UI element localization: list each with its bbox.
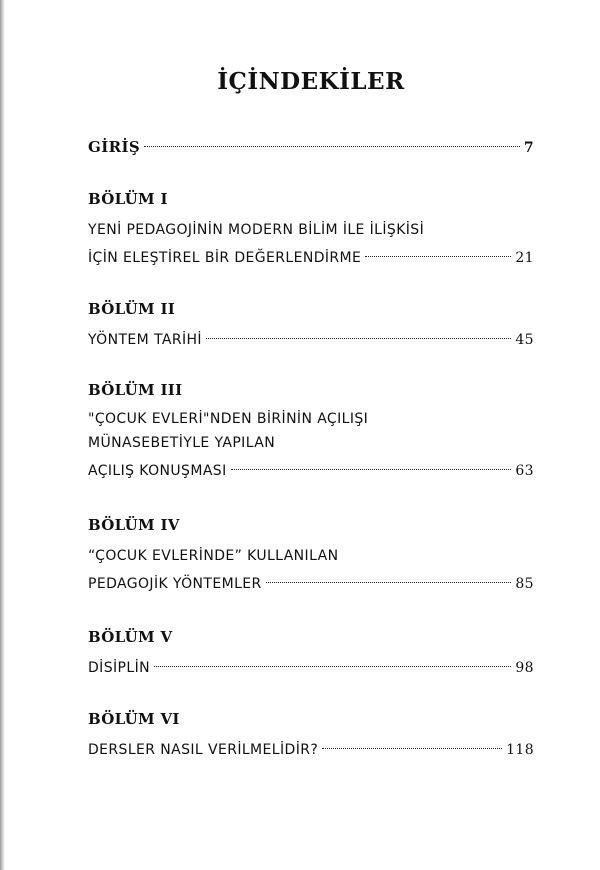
dot-leader (365, 256, 511, 257)
entry-title-line: İÇİN ELEŞTİREL BİR DEĞERLENDİRME (88, 250, 362, 266)
dot-leader (322, 748, 502, 749)
toc-entry-chapter-5[interactable] (88, 626, 534, 682)
dot-leader (144, 146, 520, 147)
chapter-heading: BÖLÜM VI (88, 710, 180, 728)
toc-entry-chapter-3[interactable] (88, 379, 534, 485)
entry-title-line: DİSİPLİN (88, 660, 150, 676)
page-number: 63 (515, 463, 534, 479)
page-number: 21 (515, 250, 534, 266)
page-number: 7 (523, 140, 534, 156)
page-title: İÇİNDEKİLER (217, 68, 405, 95)
entry-label: GİRİŞ (88, 138, 141, 156)
chapter-heading: BÖLÜM III (88, 381, 183, 399)
dot-leader (266, 582, 512, 583)
dot-leader (206, 338, 511, 339)
page-edge (0, 0, 5, 870)
dot-leader (154, 666, 511, 667)
chapter-heading: BÖLÜM V (88, 628, 173, 646)
dot-leader (231, 469, 512, 470)
chapter-heading: BÖLÜM I (88, 190, 168, 208)
toc-entry-chapter-2[interactable] (88, 298, 534, 354)
chapter-heading: BÖLÜM IV (88, 516, 180, 534)
toc-entry-chapter-1[interactable] (88, 188, 534, 272)
chapter-heading: BÖLÜM II (88, 300, 176, 318)
entry-title-line: YENİ PEDAGOJİNİN MODERN BİLİM İLE İLİŞKİSİ (88, 222, 425, 238)
entry-title-line: MÜNASEBETİYLE YAPILAN (88, 435, 276, 451)
entry-title-line: AÇILIŞ KONUŞMASI (88, 463, 227, 479)
entry-title-line: YÖNTEM TARİHİ (88, 332, 202, 348)
entry-title-line: "ÇOCUK EVLERİ"NDEN BİRİNİN AÇILIŞI (88, 411, 369, 427)
page-number: 118 (506, 742, 534, 758)
page-number: 98 (515, 660, 534, 676)
entry-title-line: “ÇOCUK EVLERİNDE” KULLANILAN (88, 548, 339, 564)
page-number: 45 (515, 332, 534, 348)
toc-entry-intro[interactable] (88, 133, 534, 161)
toc-entry-chapter-6[interactable] (88, 708, 534, 764)
page-number: 85 (515, 576, 534, 592)
entry-title-line: PEDAGOJİK YÖNTEMLER (88, 576, 262, 592)
toc-entry-chapter-4[interactable] (88, 514, 534, 598)
entry-title-line: DERSLER NASIL VERİLMELİDİR? (88, 742, 319, 758)
